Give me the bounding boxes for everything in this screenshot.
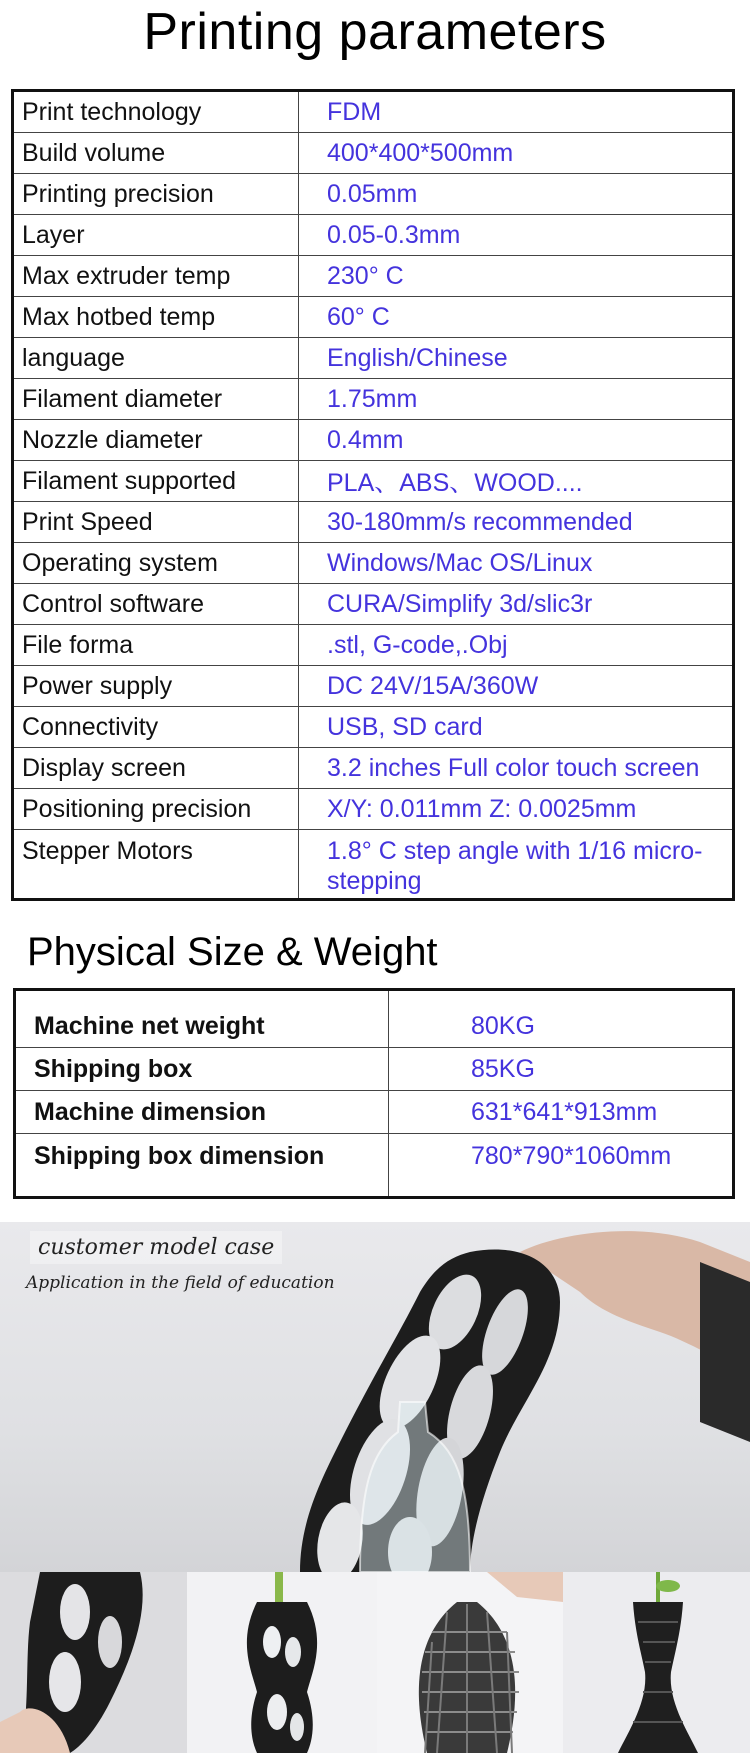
param-value: 0.4mm bbox=[299, 420, 734, 461]
param-value: FDM bbox=[299, 91, 734, 133]
table-row bbox=[13, 830, 734, 900]
table-row bbox=[13, 625, 734, 666]
param-label: Positioning precision bbox=[13, 789, 299, 830]
param-value: 400*400*500mm bbox=[299, 133, 734, 174]
thumbnail-image bbox=[187, 1572, 377, 1753]
param-label: Filament supported bbox=[13, 461, 299, 502]
param-value: 0.05-0.3mm bbox=[299, 215, 734, 256]
param-label: Stepper Motors bbox=[13, 830, 299, 900]
table-row bbox=[13, 502, 734, 543]
param-label: Layer bbox=[13, 215, 299, 256]
table-row bbox=[15, 1048, 734, 1091]
param-value: 1.75mm bbox=[299, 379, 734, 420]
table-row bbox=[13, 748, 734, 789]
spec-label: Shipping box bbox=[15, 1048, 389, 1091]
spec-value: 631*641*913mm bbox=[389, 1091, 734, 1134]
param-label: Connectivity bbox=[13, 707, 299, 748]
table-row bbox=[13, 666, 734, 707]
param-value: PLA、ABS、WOOD.... bbox=[299, 461, 734, 502]
table-row bbox=[15, 1134, 734, 1198]
table-row bbox=[13, 91, 734, 133]
param-value: 3.2 inches Full color touch screen bbox=[299, 748, 734, 789]
table-row bbox=[13, 338, 734, 379]
table-row bbox=[13, 543, 734, 584]
table-row bbox=[13, 133, 734, 174]
table-row bbox=[13, 584, 734, 625]
printing-parameters-table bbox=[11, 89, 735, 901]
thumbnail-image bbox=[377, 1572, 563, 1753]
param-label: Filament diameter bbox=[13, 379, 299, 420]
param-label: Control software bbox=[13, 584, 299, 625]
table-row bbox=[13, 297, 734, 338]
param-value: .stl, G-code,.Obj bbox=[299, 625, 734, 666]
param-label: Max extruder temp bbox=[13, 256, 299, 297]
spec-value: 85KG bbox=[389, 1048, 734, 1091]
param-label: Print Speed bbox=[13, 502, 299, 543]
physical-size-table bbox=[13, 988, 735, 1199]
table-row bbox=[13, 707, 734, 748]
table-row bbox=[13, 379, 734, 420]
param-value: 1.8° C step angle with 1/16 micro-stepping bbox=[299, 830, 734, 900]
thumbnail-image bbox=[0, 1572, 187, 1753]
param-value: 30-180mm/s recommended bbox=[299, 502, 734, 543]
param-value: USB, SD card bbox=[299, 707, 734, 748]
param-value: CURA/Simplify 3d/slic3r bbox=[299, 584, 734, 625]
param-label: Build volume bbox=[13, 133, 299, 174]
param-label: File forma bbox=[13, 625, 299, 666]
table-row bbox=[13, 461, 734, 502]
table-row bbox=[15, 1091, 734, 1134]
spec-label: Machine net weight bbox=[15, 990, 389, 1048]
spec-label: Machine dimension bbox=[15, 1091, 389, 1134]
spec-value: 780*790*1060mm bbox=[389, 1134, 734, 1198]
param-value: DC 24V/15A/360W bbox=[299, 666, 734, 707]
thumbnail-image bbox=[563, 1572, 750, 1753]
table-row bbox=[13, 174, 734, 215]
table-row bbox=[15, 990, 734, 1048]
param-value: Windows/Mac OS/Linux bbox=[299, 543, 734, 584]
spec-value: 80KG bbox=[389, 990, 734, 1048]
table-row bbox=[13, 215, 734, 256]
param-label: Printing precision bbox=[13, 174, 299, 215]
showcase-photo bbox=[0, 1222, 750, 1572]
param-label: Operating system bbox=[13, 543, 299, 584]
param-value: 60° C bbox=[299, 297, 734, 338]
param-label: Print technology bbox=[13, 91, 299, 133]
spec-label: Shipping box dimension bbox=[15, 1134, 389, 1198]
param-label: Power supply bbox=[13, 666, 299, 707]
param-value: English/Chinese bbox=[299, 338, 734, 379]
param-value: 230° C bbox=[299, 256, 734, 297]
thumbnail-strip bbox=[0, 1572, 750, 1753]
section-title: Physical Size & Weight bbox=[27, 930, 438, 974]
param-value: X/Y: 0.011mm Z: 0.0025mm bbox=[299, 789, 734, 830]
case-label: customer model case bbox=[30, 1231, 282, 1264]
table-row bbox=[13, 789, 734, 830]
param-label: language bbox=[13, 338, 299, 379]
case-sublabel: Application in the field of education bbox=[26, 1273, 335, 1293]
param-label: Max hotbed temp bbox=[13, 297, 299, 338]
page-title: Printing parameters bbox=[143, 3, 607, 61]
table-row bbox=[13, 420, 734, 461]
param-label: Display screen bbox=[13, 748, 299, 789]
param-label: Nozzle diameter bbox=[13, 420, 299, 461]
param-value: 0.05mm bbox=[299, 174, 734, 215]
table-row bbox=[13, 256, 734, 297]
